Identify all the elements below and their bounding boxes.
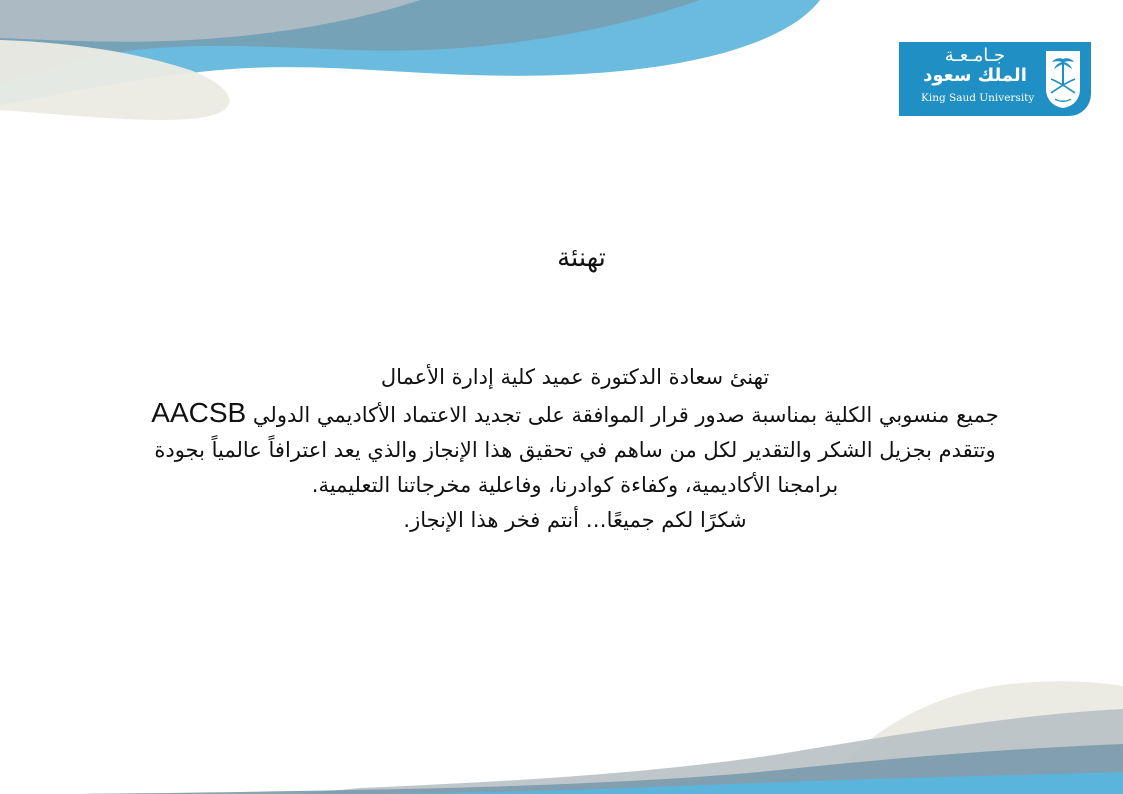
message-line-5: شكرًا لكم جميعًا… أنتم فخر هذا الإنجاز. bbox=[403, 508, 747, 532]
page-title: تهنئة bbox=[557, 243, 606, 273]
palm-swords-emblem-icon bbox=[1043, 49, 1083, 109]
accreditation-acronym: AACSB bbox=[151, 397, 247, 428]
message-line-1: تهنئ سعادة الدكتورة عميد كلية إدارة الأعمال bbox=[380, 365, 770, 389]
logo-arabic-university-word: جـامـعـة bbox=[944, 45, 1006, 66]
message-line-3: وتتقدم بجزيل الشكر والتقدير لكل من ساهم في تحقيق هذا الإنجاز والذي يعد اعترافاً عالمياً بجودة bbox=[154, 438, 996, 462]
logo-arabic-king-saud: الملك سعود bbox=[923, 65, 1027, 86]
message-line-2 bbox=[60, 395, 1090, 433]
university-logo bbox=[899, 42, 1091, 116]
message-line-4: برامجنا الأكاديمية، وكفاءة كوادرنا، وفاعلية مخرجاتنا التعليمية. bbox=[311, 473, 839, 497]
message-line-2-text: جميع منسوبي الكلية بمناسبة صدور قرار الموافقة على تجديد الاعتماد الأكاديمي الدولي bbox=[252, 403, 999, 427]
logo-english-name: King Saud University bbox=[921, 92, 1035, 104]
congratulation-message bbox=[60, 360, 1090, 538]
bottom-wave-decoration bbox=[0, 654, 1123, 794]
